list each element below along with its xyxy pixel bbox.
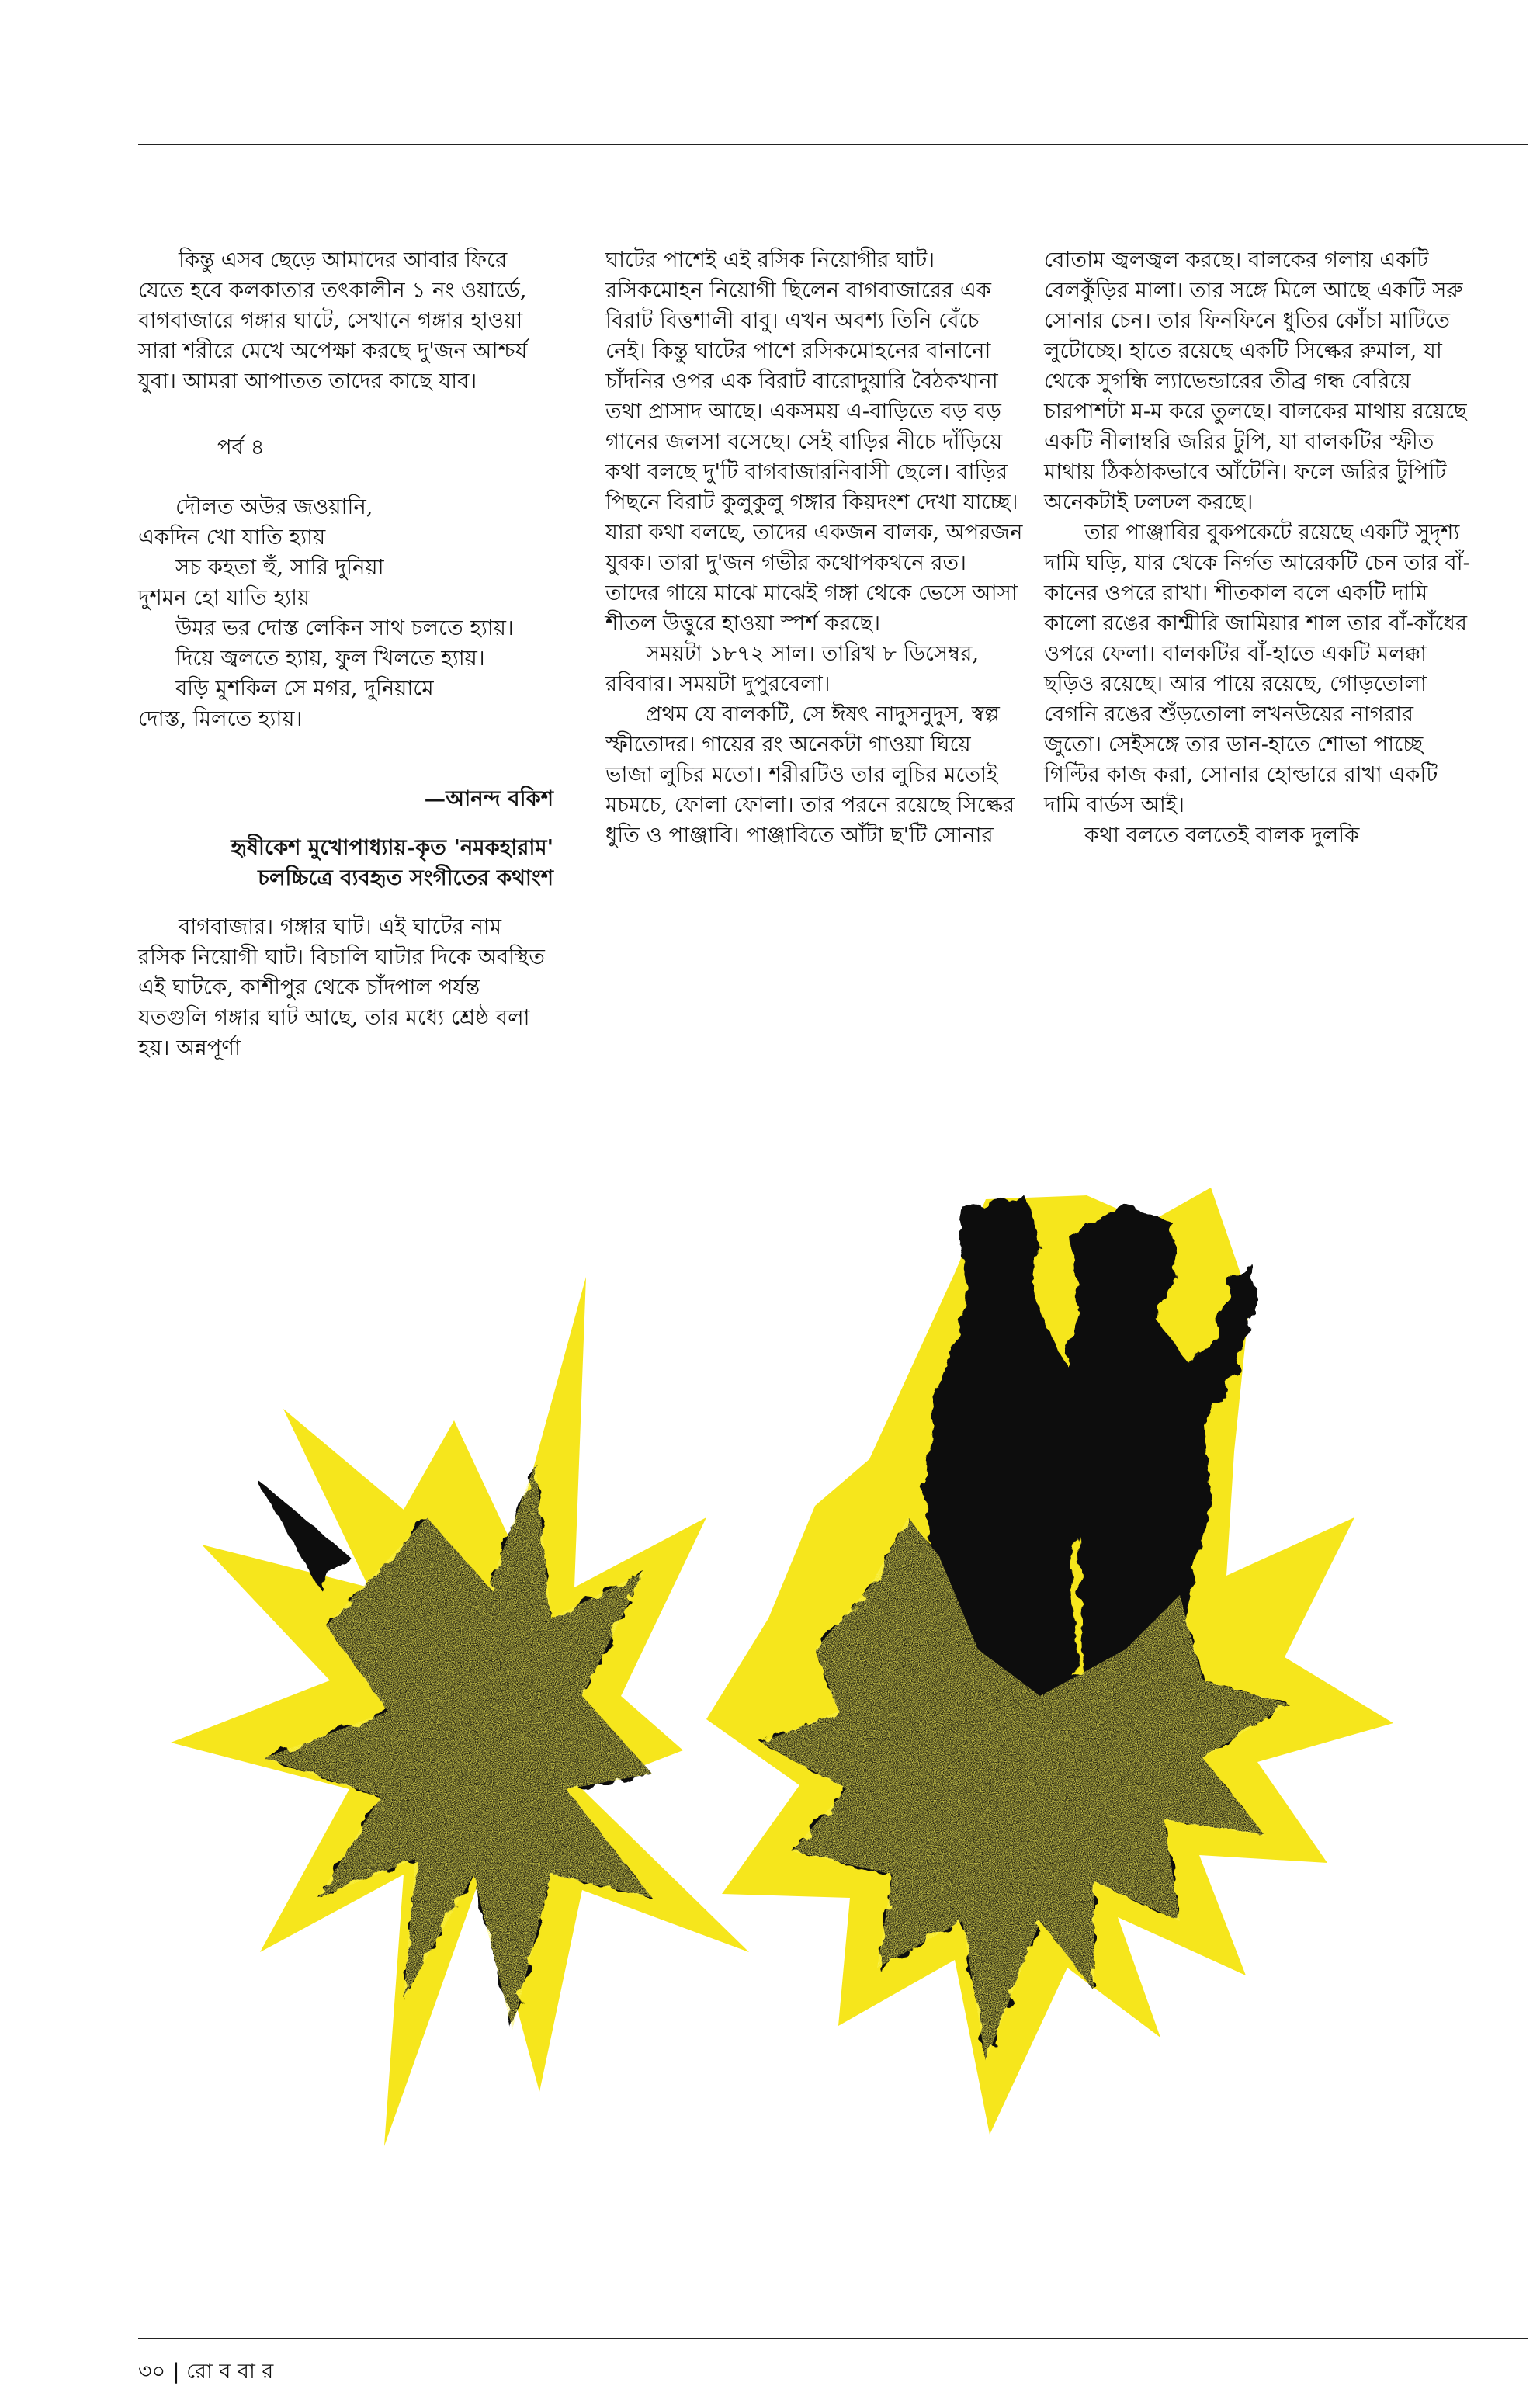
poem-line: দুশমন হো যাতি হ্যায়	[138, 585, 310, 610]
bottom-rule	[138, 2338, 1528, 2339]
body-paragraph: প্রথম যে বালকটি, সে ঈষৎ নাদুসনুদুস, স্বল্প স্ফীতোদর। গায়ের রং অনেকটা গাওয়া ঘিয়ে ভাজা লুচির মতো। শরীরটিও তার লুচির মতোই মচমচে, ফোলা ফোলা। তার পরনে রয়েছে সিল্কের ধুতি ও পাঞ্জাবি। পাঞ্জাবিতে আঁটা ছ'টি সোনার	[605, 702, 1015, 848]
poem-line: উমর ভর দোস্ত লেকিন সাথ চলতে হ্যায়।	[175, 616, 514, 640]
body-paragraph: ঘাটের পাশেই এই রসিক নিয়োগীর ঘাট। রসিকমোহন নিয়োগী ছিলেন বাগবাজারের এক বিরাট বিত্তশালী বাবু। এখন অবশ্য তিনি বেঁচে নেই। কিন্তু ঘাটের পাশে রসিকমোহনের বানানো চাঁদনির ওপর এক বিরাট বারোদুয়ারি বৈঠকখানা তথা প্রাসাদ আছে। একসময় এ-বাড়িতে বড় বড় গানের জলসা বসেছে। সেই বাড়ির নীচে দাঁড়িয়ে কথা বলছে দু'টি বাগবাজারনিবাসী ছেলে। বাড়ির পিছনে বিরাট কুলুকুলু গঙ্গার কিয়দংশ দেখা যাচ্ছে। যারা কথা বলছে, তাদের একজন বালক, অপরজন যুবক। তারা দু'জন গভীর কথোপকথনে রত। তাদের গায়ে মাঝে মাঝেই গঙ্গা থেকে ভেসে আসা শীতল উত্তুরে হাওয়া স্পর্শ করছে।	[605, 248, 1023, 636]
section-heading: পর্ব ৪	[217, 435, 265, 460]
article-column-2	[605, 245, 1025, 851]
top-rule	[138, 144, 1528, 145]
poem-line: বড়ি মুশকিল সে মগর, দুনিয়ামে	[175, 676, 434, 701]
body-paragraph: বোতাম জ্বলজ্বল করছে। বালকের গলায় একটি বেলকুঁড়ির মালা। তার সঙ্গে মিলে আছে একটি সরু সোনার চেন। তার ফিনফিনে ধুতির কোঁচা মাটিতে লুটোচ্ছে। হাতে রয়েছে একটি সিল্কের রুমাল, যা থেকে সুগন্ধি ল্যাভেন্ডারের তীব্র গন্ধ বেরিয়ে চারপাশটা ম-ম করে তুলছে। বালকের মাথায় রয়েছে একটি নীলাম্বরি জরির টুপি, যা বালকটির স্ফীত মাথায় ঠিকঠাকভাবে আঁটেনি। ফলে জরির টুপিটি অনেকটাই ঢলঢল করছে।	[1044, 248, 1467, 515]
poem-line: সচ কহতা হুঁ, সারি দুনিয়া	[175, 555, 384, 580]
article-column-3	[1044, 245, 1475, 851]
poem-source-line: চলচ্চিত্রে ব্যবহৃত সংগীতের কথাংশ	[258, 865, 553, 890]
footer-separator: |	[172, 2360, 180, 2384]
poem-line: দোস্ত, মিলতে হ্যায়।	[138, 706, 303, 731]
body-paragraph: তার পাঞ্জাবির বুকপকেটে রয়েছে একটি সুদৃশ্য দামি ঘড়ি, যার থেকে নির্গত আরেকটি চেন তার বাঁ-কানের ওপরে রাখা। শীতকাল বলে একটি দামি কালো রঙের কাশ্মীরি জামিয়ার শাল তার বাঁ-কাঁধের ওপরে ফেলা। বালকটির বাঁ-হাতে একটি মলক্কা ছড়িও রয়েছে। আর পায়ে রয়েছে, গোড়তোলা বেগনি রঙের শুঁড়তোলা লখনউয়ের নাগরার জুতো। সেইসঙ্গে তার ডান-হাতে শোভা পাচ্ছে গিল্টির কাজ করা, সোনার হোল্ডারে রাখা একটি দামি বার্ডস আই।	[1044, 520, 1470, 817]
article-column-1	[138, 245, 553, 1063]
poem-line: দিয়ে জ্বলতে হ্যায়, ফুল খিলতে হ্যায়।	[175, 646, 485, 671]
poem-source-line: হৃষীকেশ মুখোপাধ্যায়-কৃত 'নমকহারাম'	[231, 835, 553, 860]
magazine-name: রো ব বা র	[186, 2360, 274, 2384]
poem-line: একদিন খো যাতি হ্যায়	[138, 525, 326, 550]
body-paragraph: সময়টা ১৮৭২ সাল। তারিখ ৮ ডিসেম্বর, রবিবার। সময়টা দুপুরবেলা।	[605, 641, 980, 696]
page-footer	[138, 2360, 273, 2384]
poem-line: দৌলত অউর জওয়ানি,	[175, 494, 373, 519]
page-number: ৩০	[138, 2360, 166, 2384]
song-excerpt	[138, 492, 553, 734]
body-paragraph: কথা বলতে বলতেই বালক দুলকি	[1084, 823, 1360, 848]
intro-paragraph: কিন্তু এসব ছেড়ে আমাদের আবার ফিরে যেতে হবে কলকাতার তৎকালীন ১ নং ওয়ার্ডে, বাগবাজারে গঙ্গার ঘাটে, সেখানে গঙ্গার হাওয়া সারা শরীরে মেখে অপেক্ষা করছে দু'জন আশ্চর্য যুবা। আমরা আপাতত তাদের কাছে যাব।	[138, 248, 528, 394]
body-paragraph: বাগবাজার। গঙ্গার ঘাট। এই ঘাটের নাম রসিক নিয়োগী ঘাট। বিচালি ঘাটার দিকে অবস্থিত এই ঘাটকে, কাশীপুর থেকে চাঁদপাল পর্যন্ত যতগুলি গঙ্গার ঘাট আছে, তার মধ্যে শ্রেষ্ঠ বলা হয়। অন্নপূর্ণা	[138, 914, 545, 1060]
poem-attribution: —আনন্দ বকিশ	[424, 786, 553, 811]
two-figures-illustration	[147, 1153, 1405, 2201]
